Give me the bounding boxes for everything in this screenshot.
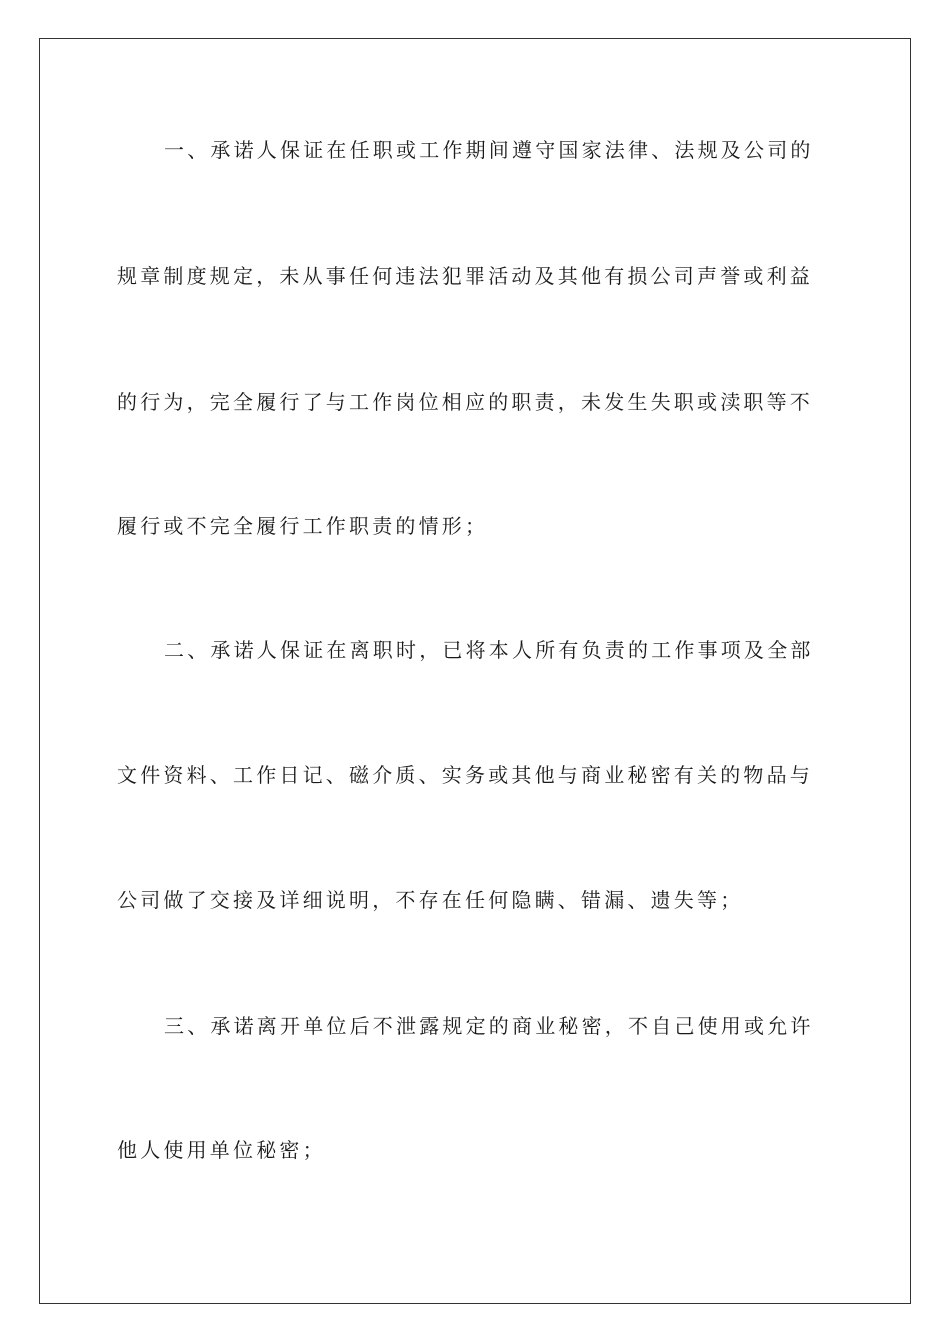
- text-line: 履行或不完全履行工作职责的情形；: [117, 514, 489, 538]
- text-line: 三、承诺离开单位后不泄露规定的商业秘密，不自己使用或允许: [164, 1014, 814, 1038]
- text-line: 他人使用单位秘密；: [117, 1138, 326, 1162]
- text-line: 二、承诺人保证在离职时，已将本人所有负责的工作事项及全部: [164, 638, 814, 662]
- text-line: 一、承诺人保证在任职或工作期间遵守国家法律、法规及公司的: [164, 138, 814, 162]
- text-line: 的行为，完全履行了与工作岗位相应的职责，未发生失职或渎职等不: [117, 390, 813, 414]
- page-border: [39, 38, 911, 1304]
- text-line: 规章制度规定，未从事任何违法犯罪活动及其他有损公司声誉或利益: [117, 264, 813, 288]
- text-line: 公司做了交接及详细说明，不存在任何隐瞒、错漏、遗失等；: [117, 888, 744, 912]
- text-line: 文件资料、工作日记、磁介质、实务或其他与商业秘密有关的物品与: [117, 763, 813, 787]
